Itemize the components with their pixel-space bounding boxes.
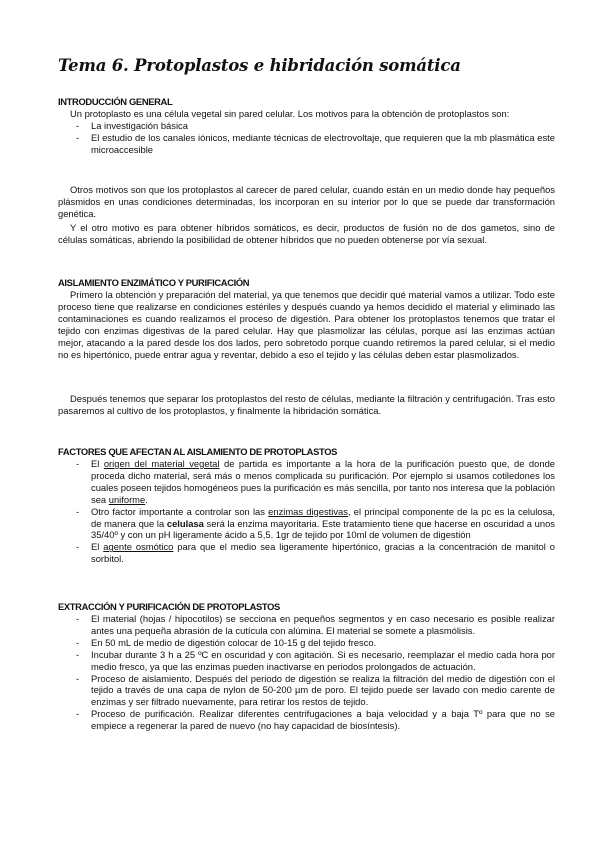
list-item: - El material (hojas / hipocotilos) se secciona en pequeños segmentos y en caso necesario es posible realizar antes una pequeña abrasión de la cutícula con alúmina. El material se somete a plasmólisis. — [58, 613, 555, 637]
paragraph: Primero la obtención y preparación del material, ya que tenemos que decidir qué material vamos a utilizar. Todo este proceso tiene que realizarse en condiciones estériles y después cuando ya hemos decidido el material y eliminado las contaminaciones es cuando realizamos el proceso de digestión. Para obtener los protoplastos tenemos que tratar el tejido con enzimas digestivas de la pared celular. Hay que plasmolizar las células, porque así las enzimas actúan mejor, atacando a la pared desde los dos lados, pero sobretodo porque cuando retiremos la pared celular, si el medio no es hipertónico, puede entrar agua y reventar, debido a eso el tejido y las células deben estar plasmolizados. — [58, 289, 555, 360]
list-item: - El estudio de los canales iónicos, mediante técnicas de electrovoltaje, que requieren que la mb plasmática este microaccesible — [58, 132, 555, 156]
bold-term: celulasa — [166, 517, 204, 529]
section-factores — [58, 446, 555, 565]
underlined-term: enzimas digestivas — [268, 505, 348, 517]
underlined-term: uniforme — [108, 493, 146, 505]
section-aislamiento — [58, 277, 555, 360]
paragraph: Después tenemos que separar los protoplastos del resto de células, mediante la filtración y centrifugación. Tras esto pasaremos al cultivo de los protoplastos, y finalmente la hibridación somática. — [58, 393, 555, 416]
list-item: - Proceso de aislamiento. Después del periodo de digestión se realiza la filtración del medio de digestión con el tejido a través de una capa de nylon de 50-200 µm de poro. El tejido puede ser lavado con medio carente de enzimas y ser filtrado nuevamente, para retirar los restos de tejido. — [58, 673, 555, 709]
list-item: - El origen del material vegetal de partida es importante a la hora de la purificación puesto que, de donde proceda dicho material, será más o menos complicada su purificación. Por ejemplo si usamos cotiledones los cuales poseen tejidos homogéneos pues la purificación es más sencilla, por tanto nos interesa que la población sea uniforme. — [58, 458, 555, 506]
list-item: - Proceso de purificación. Realizar diferentes centrifugaciones a baja velocidad y a baja Tº para que no se empiece a regenerar la pared de nuevo (no hay capacidad de biosíntesis). — [58, 708, 555, 732]
intro-paragraph-3 — [58, 222, 555, 246]
paragraph: Otros motivos son que los protoplastos al carecer de pared celular, cuando están en un medio donde hay pequeños plásmidos en unas condiciones determinadas, los incorporan en su interior por lo que se puede dar transformación genética. — [58, 184, 555, 219]
list-item: - Incubar durante 3 h a 25 ºC en oscuridad y con agitación. Si es necesario, reemplazar el medio cada hora por medio fresco, ya que las enzimas pueden inactivarse en periodos prolongados de actuación. — [58, 649, 555, 673]
bullet-list — [58, 120, 555, 156]
underlined-term: agente osmótico — [103, 541, 174, 553]
section-heading: INTRODUCCIÓN GENERAL — [58, 96, 173, 107]
list-item: - Otro factor importante a controlar son las enzimas digestivas, el principal componente de la pc es la celulosa, de manera que la celulasa será la enzima mayoritaria. Este tratamiento tiene que hacerse en oscuridad a unos 35/40º y con un pH ligeramente ácido a 5,5. 1gr de tejido por 10ml de volumen de digestión — [58, 506, 555, 542]
aislamiento-paragraph-2 — [58, 393, 555, 417]
paragraph: Y el otro motivo es para obtener híbridos somáticos, es decir, productos de fusión no de dos gametos, sino de células somáticas, abriendo la posibilidad de obtener híbridos que no pueden obtenerse por vía sexual. — [58, 222, 555, 245]
intro-paragraph-2 — [58, 184, 555, 220]
section-heading: FACTORES QUE AFECTAN AL AISLAMIENTO DE PROTOPLASTOS — [58, 446, 338, 457]
section-heading: EXTRACCIÓN Y PURIFICACIÓN DE PROTOPLASTOS — [58, 601, 280, 612]
bullet-list — [58, 613, 555, 732]
list-item: - El agente osmótico para que el medio sea ligeramente hipertónico, gracias a la concentración de manitol o sorbitol. — [58, 541, 555, 565]
section-heading: AISLAMIENTO ENZIMÁTICO Y PURIFICACIÓN — [58, 277, 250, 288]
section-introduccion — [58, 96, 555, 156]
underlined-term: origen del material vegetal — [103, 458, 220, 469]
paragraph: Un protoplasto es una célula vegetal sin pared celular. Los motivos para la obtención de protoplastos son: — [70, 108, 510, 119]
document-title: Tema 6. Protoplastos e hibridación somática — [58, 56, 461, 75]
section-extraccion — [58, 601, 555, 732]
bullet-list — [58, 458, 555, 565]
list-item: - La investigación básica — [58, 120, 555, 132]
list-item: - En 50 mL de medio de digestión colocar de 10-15 g del tejido fresco. — [58, 637, 555, 649]
